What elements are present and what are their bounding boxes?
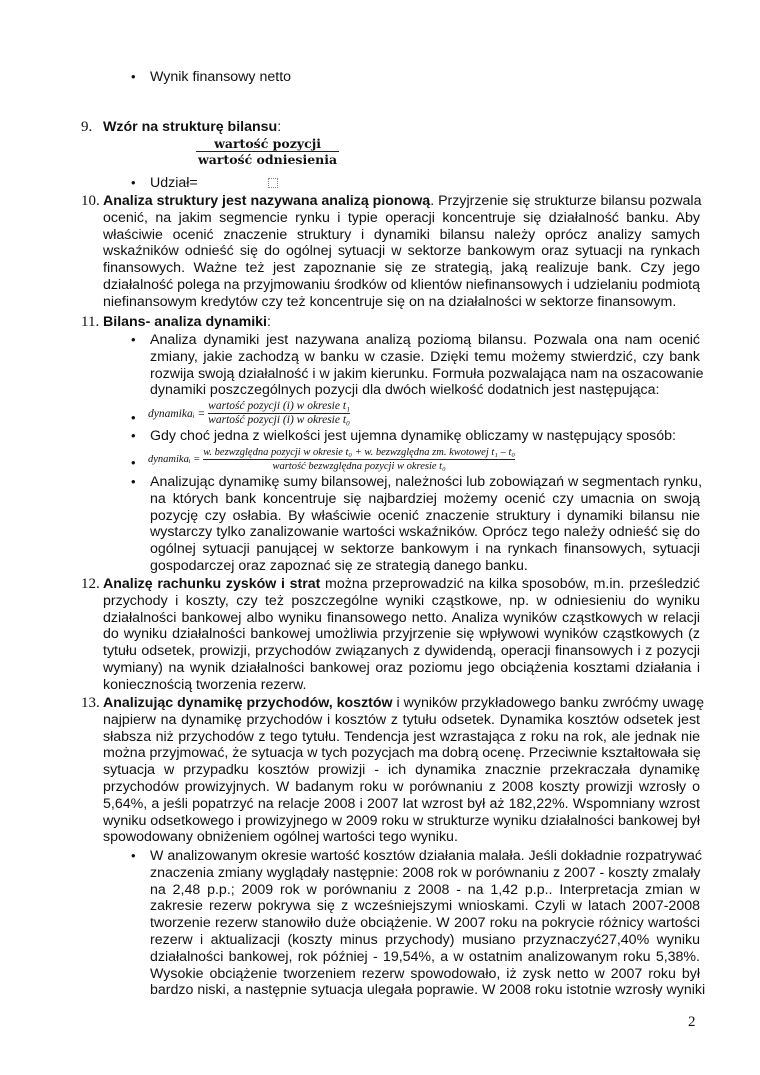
bullet-icon: • bbox=[131, 410, 136, 425]
text-line bbox=[103, 796, 700, 813]
line-text: zakresie rezerw pokrywa się z wcześniejszymi wnioskami. Czyli w latach 2007-2008 bbox=[150, 898, 700, 915]
line-text: 5,64%, a jeśli popatrzyć na relacje 2008 i 2007 lat wzrost był aż 182,22%. Wspomniany wzrost bbox=[103, 795, 700, 812]
udzial-label: Udział= bbox=[150, 175, 198, 191]
text-line bbox=[150, 848, 700, 865]
line-text: wymiany) na wynik działalności bankowej oraz poziomu jego obciążenia kosztami działania i bbox=[103, 659, 700, 676]
bold-lead: Analizę rachunku zysków i strat bbox=[103, 576, 321, 592]
bullet-wynik bbox=[131, 69, 292, 85]
text-line bbox=[103, 277, 700, 294]
text-line bbox=[103, 193, 700, 210]
page-number: 2 bbox=[688, 1014, 696, 1030]
bold-lead: Analiza struktury jest nazywana analizą pionową bbox=[103, 193, 431, 209]
text-line bbox=[150, 949, 700, 966]
text-line bbox=[150, 382, 700, 399]
line-text: koniecznością tworzenia rezerw. bbox=[103, 676, 307, 693]
text-line bbox=[103, 610, 700, 627]
bullet-analizujac bbox=[131, 474, 703, 575]
item-10 bbox=[81, 193, 702, 311]
line-text: wystarczy tylko zanalizowanie wartości wskaźników. Oprócz tego należy odnieść się do bbox=[150, 524, 700, 541]
denominator: wartość bezwzględna pozycji w okresie t₀ bbox=[272, 461, 446, 472]
text-line bbox=[150, 982, 706, 999]
line-text: niefinansowym kredytów czy też koncentruje się on na działalności w sektorze finansowym. bbox=[103, 293, 677, 310]
line-text: tworzenie rezerw stanowiło duże obciążenie. W 2007 roku na pokrycie różnicy wartości bbox=[150, 915, 700, 932]
text-line bbox=[150, 898, 700, 915]
line-text: działalność polega na przyjmowaniu środków od klientów niefinansowych i udzielaniu podmiotą bbox=[103, 276, 701, 293]
bold-lead: Analizując dynamikę przychodów, kosztów bbox=[103, 695, 393, 711]
text-line bbox=[150, 865, 700, 882]
line-text: sytuacja w przypadku kosztów prowizji - ich dynamika znacznie przekraczała dynamikę bbox=[103, 762, 700, 779]
denominator: wartość odniesienia bbox=[198, 152, 338, 167]
bullet-icon: • bbox=[131, 474, 136, 489]
text-line bbox=[103, 576, 700, 593]
item-heading: Bilans- analiza dynamiki bbox=[103, 314, 268, 330]
bullet-icon: • bbox=[131, 848, 136, 863]
text-line bbox=[103, 695, 705, 712]
placeholder-box-icon bbox=[268, 178, 278, 188]
text-line bbox=[103, 729, 700, 746]
bullet-dynamika bbox=[131, 332, 704, 399]
line-text: zmiany, jakie zachodzą w banku w czasie. Dzięki temu możemy stwierdzić, czy bank bbox=[150, 348, 700, 365]
item-number: 12. bbox=[81, 576, 100, 592]
line-text: wyniku odsetkowego i prowizyjnego w 2009 roku w strukturze wyniku działalności bankowej był bbox=[103, 812, 700, 829]
line-text: na których bank koncentruje się najbardziej możemy ocenić czy umacnia on swoją bbox=[150, 490, 700, 507]
text-line bbox=[103, 243, 700, 260]
item-number: 10. bbox=[81, 193, 100, 209]
text-line bbox=[103, 593, 700, 610]
line-text: . Przyjrzenie się strukturze bilansu pozwala bbox=[430, 193, 702, 209]
line-text: rezerw i aktualizacji (koszty minus przychody) musiano przyznaczyć27,40% wyniku bbox=[150, 931, 700, 948]
bullet-icon: • bbox=[131, 455, 136, 470]
text-line bbox=[103, 260, 700, 277]
formula-struktura bbox=[196, 136, 339, 167]
numerator: w. bezwzględna pozycji w okresie t₀ + w. bezwzględna zm. kwotowej t₁ – t₀ bbox=[203, 447, 516, 458]
text-line bbox=[150, 882, 700, 899]
bullet-icon: • bbox=[131, 175, 136, 190]
numerator: wartość pozycji bbox=[214, 136, 321, 151]
text-line bbox=[103, 643, 700, 660]
colon: : bbox=[267, 314, 271, 330]
line-text: rozwija swoją działalność i w jakim kierunku. Formuła pozwalająca nam na oszacowanie bbox=[150, 365, 704, 382]
line-text: działalności bankowej albo wyniku finansowego netto. Analiza wyników cząstkowych w relacji bbox=[103, 609, 700, 626]
line-text: Analizując dynamikę sumy bilansowej, należności lub zobowiązań w segmentach rynku, bbox=[150, 474, 703, 490]
line-text: wskaźników odnieść się do ogólnej sytuacji w sektorze bankowym oraz sytuacji na rynkach bbox=[103, 243, 700, 260]
text-line bbox=[103, 829, 700, 846]
text-line bbox=[103, 677, 700, 694]
line-text: najpierw na dynamikę przychodów i kosztów z tytułu odsetek. Dynamika kosztów odsetek jest bbox=[103, 711, 700, 728]
bullet-icon: • bbox=[131, 332, 136, 347]
text-line bbox=[103, 210, 700, 227]
item-13 bbox=[81, 695, 705, 846]
text-line bbox=[150, 541, 700, 558]
text-line bbox=[150, 966, 700, 983]
formula-dynamika-2 bbox=[148, 446, 515, 473]
line-text: i wyników przykładowego banku zwróćmy uwagę bbox=[392, 695, 705, 711]
text-line bbox=[150, 915, 700, 932]
bullet-text: Gdy choć jedna z wielkości jest ujemna dynamikę obliczamy w następujący sposób: bbox=[150, 428, 676, 444]
text-line bbox=[150, 365, 704, 383]
line-text: słabsza niż przychodów z tego tytułu. Tendencja jest wzrastająca z roku na rok, ale jednak nie bbox=[103, 728, 700, 745]
line-text: dynamiki poszczególnych pozycji dla dwóch wielkość dodatnich jest następująca: bbox=[150, 382, 660, 399]
bullet-text: Wynik finansowy netto bbox=[150, 69, 292, 85]
text-line bbox=[150, 932, 700, 949]
bullet-udzial bbox=[131, 175, 278, 191]
text-line bbox=[150, 349, 700, 366]
line-text: ogólnej sytuacji panującej w sektorze bankowym i na rynkach finansowych, sytuacji bbox=[150, 541, 700, 558]
text-line bbox=[103, 762, 700, 779]
line-text: znaczenia zmiany wyglądały następnie: 2008 rok w porównaniu z 2007 - koszty zmalały bbox=[150, 864, 701, 881]
bullet-gdy bbox=[131, 428, 676, 444]
line-text: do wyniku działalności bankowej umożliwia przyjrzenie się wpływowi wyników cząstkowych (z bbox=[103, 626, 700, 643]
text-line bbox=[103, 813, 700, 830]
text-line bbox=[150, 332, 700, 349]
line-text: można przyjmować, że sytuacja w tych pozycjach ma dobrą ocenę. Przeciwnie kształtowała się bbox=[103, 745, 701, 762]
line-text: ocenić, na jakim segmencie rynku i typie operacji koncentruje się działalność banku. Aby bbox=[103, 209, 700, 226]
formula-lhs: dynamikaᵢ = bbox=[148, 407, 206, 420]
text-line bbox=[150, 474, 703, 491]
line-text: W analizowanym okresie wartość kosztów działania malała. Jeśli dokładnie rozpatrywać bbox=[150, 848, 702, 864]
text-line bbox=[103, 626, 700, 643]
line-text: pozycję czy osłabia. By właściwie ocenić znaczenie struktury i dynamiki bilansu nie bbox=[150, 507, 700, 524]
item-9 bbox=[81, 119, 282, 135]
text-line bbox=[103, 227, 700, 244]
line-text: przychodów prowizyjnych. W badanym roku w porównaniu z 2008 koszty prowizji wzrosły o bbox=[103, 778, 700, 795]
text-line bbox=[103, 745, 700, 762]
line-text: można przeprowadzić na kilka sposobów, m.in. prześledzić bbox=[320, 576, 700, 592]
line-text: Analiza dynamiki jest nazywana analizą poziomą bilansu. Pozwala ona nam ocenić bbox=[150, 332, 700, 348]
text-line bbox=[150, 558, 700, 575]
text-line bbox=[150, 508, 700, 525]
denominator: wartość pozycji (i) w okresie t₀ bbox=[208, 414, 351, 426]
text-line bbox=[103, 660, 700, 677]
line-text: działalności bankowej, rok później - 19,54%, a w ostatnim analizowanym roku 5,38%. bbox=[150, 948, 700, 965]
item-11 bbox=[81, 314, 271, 330]
item-number: 11. bbox=[81, 314, 100, 330]
line-text: właściwie ocenić znaczenie struktury i dynamiki bilansu należy oprócz analizy samych bbox=[103, 226, 700, 243]
item-12 bbox=[81, 576, 700, 694]
line-text: bardzo niski, a następnie sytuacja ulegała poprawie. W 2008 roku istotnie wzrosły wyniki bbox=[150, 982, 706, 999]
formula-dynamika-1 bbox=[148, 400, 350, 427]
item-number: 9. bbox=[81, 119, 93, 135]
line-text: na 2,48 p.p.; 2009 rok w porównaniu z 2008 - na 1,42 p.p.. Interpretacja zmian w bbox=[150, 881, 700, 898]
text-line bbox=[103, 712, 700, 729]
line-text: gospodarczej oraz zapoznać się ze strategią danego banku. bbox=[150, 557, 528, 574]
bullet-icon: • bbox=[131, 428, 136, 443]
text-line bbox=[103, 779, 700, 796]
text-line bbox=[103, 294, 700, 311]
item-number: 13. bbox=[81, 695, 100, 711]
text-line bbox=[150, 524, 700, 541]
bullet-koszty bbox=[131, 848, 706, 999]
text-line bbox=[150, 491, 700, 508]
formula-lhs: dynamikaᵢ = bbox=[148, 454, 201, 465]
line-text: tytułu odsetek, prowizji, przychodów związanych z dywidendą, operacji finansowych i z pozycji bbox=[103, 643, 700, 660]
line-text: spowodowany obniżeniem ogólnej wartości tego wyniku. bbox=[103, 829, 458, 846]
line-text: Wysokie obciążenie tworzeniem rezerw spowodowało, iż zysk netto w 2007 roku był bbox=[150, 965, 700, 982]
numerator: wartość pozycji (i) w okresie t₁ bbox=[208, 400, 351, 412]
line-text: przychody i koszty, czy też poszczególne wyniki cząstkowe, np. w odniesieniu do wyniku bbox=[103, 592, 700, 609]
item-heading: Wzór na strukturę bilansu bbox=[103, 119, 278, 135]
bullet-icon: • bbox=[131, 69, 136, 84]
line-text: finansowych. Ważne też jest zapoznanie się ze strategią, jaką realizuje bank. Czy jego bbox=[103, 260, 700, 277]
colon: : bbox=[277, 119, 282, 135]
